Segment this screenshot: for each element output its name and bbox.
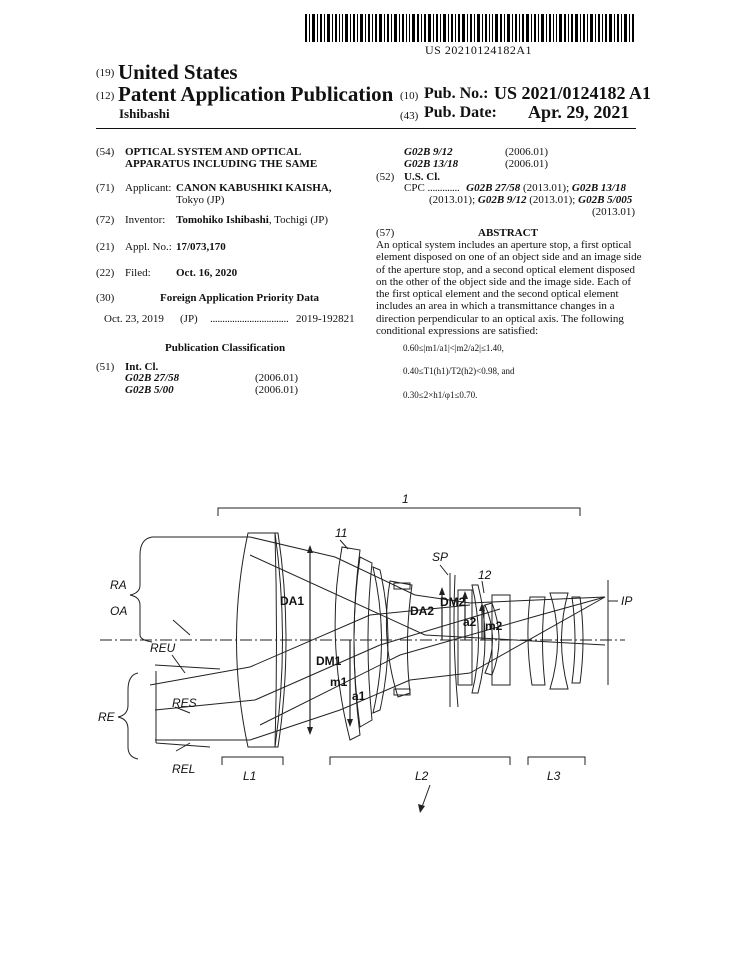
header-43: (43) [400, 110, 419, 122]
abstract-body [376, 239, 642, 338]
abstract-line: element disposed on one of an object side and an image side [376, 251, 642, 264]
abstract-line: An optical system includes an aperture stop, a first optical [376, 239, 632, 251]
pub-no-label: Pub. No.: [424, 85, 489, 102]
label-ra: RA [110, 578, 127, 592]
abstract-line: on the other of the object side and the image side. Each of [376, 275, 632, 288]
label-da1: DA1 [280, 594, 305, 608]
cpc-line-1 [404, 182, 626, 194]
header-19: (19) [96, 67, 115, 79]
label-res: RES [172, 696, 197, 710]
filed-date: Oct. 16, 2020 [176, 267, 238, 279]
abstract-line: direction perpendicular to an optical axis. The following [376, 312, 624, 325]
cls-code-4: G02B 13/18 [404, 158, 459, 170]
field-30-number: (30) [96, 292, 115, 304]
bracket-l1 [222, 757, 283, 765]
label-11: 11 [335, 526, 348, 540]
pub-type: Patent Application Publication [118, 82, 394, 106]
header-12: (12) [96, 90, 115, 102]
field-21-number: (21) [96, 241, 115, 253]
field-22-number: (22) [96, 267, 115, 279]
cpc-line-2 [429, 194, 632, 206]
label-1: 1 [402, 492, 409, 506]
label-12: 12 [478, 568, 492, 582]
cpc-version-3: (2013.01); [529, 194, 576, 206]
label-m1: m1 [330, 675, 348, 689]
inventor-location: , Tochigi (JP) [268, 214, 329, 226]
cpc-version-1: (2013.01); [523, 182, 570, 194]
inventor-label: Inventor: [125, 214, 166, 226]
appl-no-label: Appl. No.: [125, 241, 172, 253]
cpc-code-2: G02B 13/18 [571, 182, 626, 194]
field-57-number: (57) [376, 227, 395, 239]
abstract-line: of the aperture stop, and a second optical element disposed [376, 263, 636, 276]
field-72-number: (72) [96, 214, 115, 226]
us-cl-label: U.S. Cl. [404, 171, 441, 183]
cpc-code-4: G02B 5/005 [578, 194, 633, 206]
author: Ishibashi [119, 106, 170, 121]
field-54-number: (54) [96, 146, 115, 158]
barcode-graphic [305, 14, 635, 42]
priority-date: Oct. 23, 2019 [104, 313, 164, 325]
cpc-code-3: G02B 9/12 [477, 194, 527, 206]
int-cl-label: Int. Cl. [125, 361, 159, 373]
field-71-number: (71) [96, 182, 115, 194]
abstract-line: conditional expressions are satisfied: [376, 325, 539, 338]
header-divider [96, 128, 636, 129]
cpc-dots: ............. [427, 182, 460, 194]
conditional-expression-3: 0.30≤2×h1/φ1≤0.70. [403, 390, 478, 400]
bracket-system-1 [218, 508, 580, 516]
label-da2: DA2 [410, 604, 435, 618]
bracket-l3 [528, 757, 585, 765]
pub-date-label: Pub. Date: [424, 104, 497, 121]
cpc-line-3: (2013.01) [592, 206, 636, 218]
country: United States [118, 60, 238, 84]
abstract-line: includes an area in which a transmittance changes in a [376, 300, 615, 313]
appl-no: 17/073,170 [176, 241, 226, 253]
conditional-expression-2: 0.40≤T1(h1)/T2(h2)<0.98, and [403, 366, 515, 376]
applicant-label: Applicant: [125, 182, 172, 194]
field-51-number: (51) [96, 361, 115, 373]
filed-label: Filed: [125, 267, 151, 279]
barcode [305, 14, 635, 42]
label-l1: L1 [243, 769, 257, 783]
cpc-code-1: G02B 27/58 [466, 182, 521, 194]
label-l2: L2 [415, 769, 429, 783]
cpc-label: CPC [404, 182, 425, 194]
label-ip: IP [621, 594, 633, 608]
barcode-number: US 20210124182A1 [425, 43, 533, 57]
section-arrow [422, 785, 430, 807]
priority-number: 2019-192821 [296, 313, 355, 325]
inventor [176, 214, 328, 226]
label-a1: a1 [352, 689, 366, 703]
pub-no: US 2021/0124182 A1 [494, 83, 652, 103]
label-dm2: DM2 [440, 595, 466, 609]
applicant-location: Tokyo (JP) [176, 194, 225, 206]
pub-class-heading: Publication Classification [165, 342, 286, 354]
priority-heading: Foreign Application Priority Data [160, 292, 319, 304]
cls-code-3: G02B 9/12 [404, 146, 453, 158]
label-re: RE [98, 710, 115, 724]
bracket-re [118, 673, 138, 759]
int-cl-version-1: (2006.01) [255, 372, 299, 384]
label-a2: a2 [463, 615, 477, 629]
label-reu: REU [150, 641, 176, 655]
priority-country: (JP) [180, 313, 198, 325]
cls-version-3: (2006.01) [505, 146, 549, 158]
pub-date: Apr. 29, 2021 [528, 102, 630, 122]
abstract-line: the first optical element and the second optical element [376, 288, 619, 301]
optical-system-figure [80, 485, 660, 830]
int-cl-code-2: G02B 5/00 [125, 384, 174, 396]
label-rel: REL [172, 762, 196, 776]
inventor-name: Tomohiko Ishibashi [176, 214, 269, 226]
priority-dots: ................................ [210, 313, 289, 325]
lens-l3-b [550, 593, 568, 689]
abstract-heading: ABSTRACT [478, 227, 538, 239]
header-10: (10) [400, 90, 419, 102]
lens-11 [335, 547, 360, 740]
label-dm1: DM1 [316, 654, 342, 668]
label-sp: SP [432, 550, 449, 564]
label-oa: OA [110, 604, 128, 618]
title-line2: APPARATUS INCLUDING THE SAME [125, 158, 318, 170]
int-cl-code-1: G02B 27/58 [125, 372, 180, 384]
bracket-l2 [330, 757, 510, 765]
int-cl-version-2: (2006.01) [255, 384, 299, 396]
conditional-expression-1: 0.60≤|m1/a1|<|m2/a2|≤1.40, [403, 343, 504, 353]
cls-version-4: (2006.01) [505, 158, 549, 170]
applicant-name: CANON KABUSHIKI KAISHA, [176, 182, 332, 194]
label-m2: m2 [485, 619, 503, 633]
title-line1: OPTICAL SYSTEM AND OPTICAL [125, 146, 302, 158]
cpc-version-2: (2013.01); [429, 194, 476, 206]
field-52-number: (52) [376, 171, 395, 183]
bracket-ra [130, 537, 152, 642]
label-l3: L3 [547, 769, 561, 783]
